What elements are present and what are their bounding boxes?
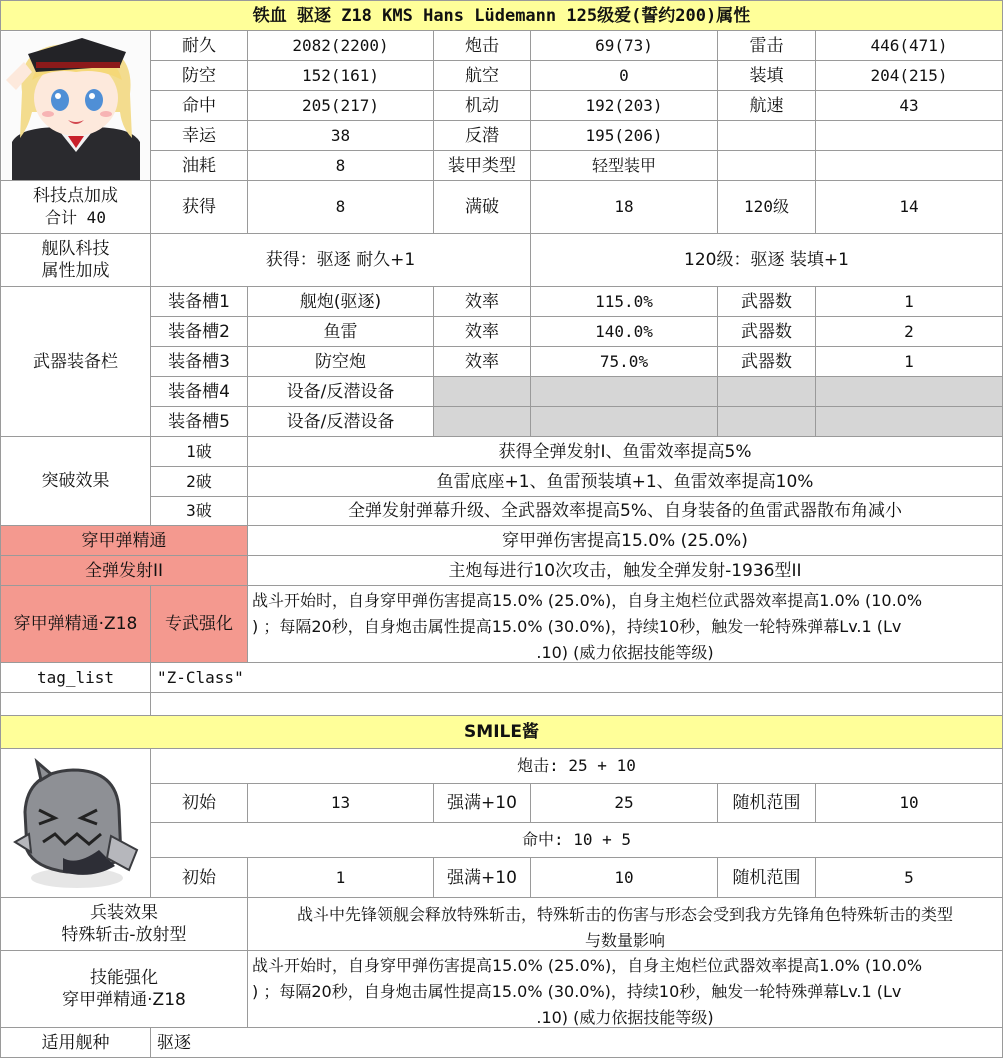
stat-value-r4c2: 38: [248, 121, 434, 151]
stat-label-r2c5: 装填: [718, 61, 816, 91]
stat-label-r5c5: [718, 151, 816, 181]
smile-skill-line-3: .10) (威力依据技能等级): [536, 1008, 714, 1027]
smile-accuracy-header: 命中: 10 + 5: [151, 823, 1003, 858]
unique-skill-tag: 专武强化: [151, 586, 248, 663]
weapon-efficiency-label: [434, 407, 531, 437]
weapon-efficiency-value: 115.0%: [531, 287, 718, 317]
ship-title-text: 铁血 驱逐 Z18 KMS Hans Lüdemann 125级爱(誓约200)属性: [252, 5, 751, 26]
stat-label-r3c3: 机动: [434, 91, 531, 121]
breakthrough-level: 2破: [151, 467, 248, 497]
stat-label-r1c3: 炮击: [434, 31, 531, 61]
breakthrough-label: 突破效果: [0, 437, 151, 526]
smile-effect-line-2: 与数量影响: [584, 931, 665, 950]
breakthrough-level: 1破: [151, 437, 248, 467]
stat-value-r3c4: 192(203): [531, 91, 718, 121]
ship-type-label: 适用舰种: [0, 1028, 151, 1058]
tag-list-value: "Z-Class": [151, 663, 1003, 693]
smile-accuracy-max-label: 强满+10: [434, 858, 531, 898]
weapon-count-label: 武器数: [718, 287, 816, 317]
weapon-efficiency-value: 140.0%: [531, 317, 718, 347]
unique-skill-line-2: ) ；每隔20秒，自身炮击属性提高15.0% (30.0%)，持续10秒，触发一轮特殊弹幕Lv.1 (Lv: [252, 617, 902, 636]
stat-label-r1c1: 耐久: [151, 31, 248, 61]
smile-accuracy-init: 1: [248, 858, 434, 898]
smile-skill-label-line1: 技能强化: [90, 968, 158, 988]
weapon-slot-label: 装备槽4: [151, 377, 248, 407]
spacer-cell: [151, 693, 1003, 716]
weapon-count-label: 武器数: [718, 347, 816, 377]
tech-max-value: 18: [531, 181, 718, 234]
weapons-label: 武器装备栏: [0, 287, 151, 437]
smile-effect-text: [248, 898, 1003, 951]
tag-list-label: tag_list: [0, 663, 151, 693]
weapon-efficiency-value: [531, 407, 718, 437]
smile-firepower-max: 25: [531, 784, 718, 823]
weapon-slot-label: 装备槽5: [151, 407, 248, 437]
smile-firepower-init: 13: [248, 784, 434, 823]
weapon-count-label: 武器数: [718, 317, 816, 347]
breakthrough-text: 鱼雷底座+1、鱼雷预装填+1、鱼雷效率提高10%: [248, 467, 1003, 497]
unique-skill-line-3: .10) (威力依据技能等级): [536, 643, 714, 662]
weapon-slot-type: 舰炮(驱逐): [248, 287, 434, 317]
weapon-slot-type: 防空炮: [248, 347, 434, 377]
smile-accuracy-range-label: 随机范围: [718, 858, 816, 898]
smile-skill-line-1: 战斗开始时，自身穿甲弹伤害提高15.0% (25.0%)，自身主炮栏位武器效率提高1.0% (10.0%: [252, 956, 923, 975]
smile-skill-label: [0, 951, 248, 1028]
smile-portrait-image: [3, 750, 149, 896]
stat-value-r2c4: 0: [531, 61, 718, 91]
stat-label-r5c3: 装甲类型: [434, 151, 531, 181]
skill-1-name: 穿甲弹精通: [0, 526, 248, 556]
weapon-count-value: [816, 407, 1003, 437]
skill-2-name: 全弹发射II: [0, 556, 248, 586]
smile-skill-label-line2: 穿甲弹精通·Z18: [62, 990, 186, 1010]
smile-effect-line-1: 战斗中先锋领舰会释放特殊斩击，特殊斩击的伤害与形态会受到我方先锋角色特殊斩击的类型: [296, 905, 953, 924]
weapon-count-value: 1: [816, 287, 1003, 317]
weapon-count-value: [816, 377, 1003, 407]
stat-label-r4c3: 反潜: [434, 121, 531, 151]
stat-label-r2c3: 航空: [434, 61, 531, 91]
stat-label-r2c1: 防空: [151, 61, 248, 91]
breakthrough-text: 获得全弹发射I、鱼雷效率提高5%: [248, 437, 1003, 467]
weapon-slot-type: 设备/反潜设备: [248, 377, 434, 407]
weapon-count-label: [718, 407, 816, 437]
stat-label-r4c1: 幸运: [151, 121, 248, 151]
smile-effect-label-line2: 特殊斩击-放射型: [61, 925, 187, 945]
skill-1-text: 穿甲弹伤害提高15.0% (25.0%): [248, 526, 1003, 556]
ship-type-value: 驱逐: [151, 1028, 1003, 1058]
smile-firepower-max-label: 强满+10: [434, 784, 531, 823]
unique-skill-text: [248, 586, 1003, 663]
ship-title: [0, 0, 1003, 31]
stat-label-r3c1: 命中: [151, 91, 248, 121]
tech-lv120-label: 120级: [718, 181, 816, 234]
skill-2-text: 主炮每进行10次攻击，触发全弹发射-1936型II: [248, 556, 1003, 586]
smile-firepower-range-label: 随机范围: [718, 784, 816, 823]
tech-lv120-value: 14: [816, 181, 1003, 234]
stat-value-r2c6: 204(215): [816, 61, 1003, 91]
stat-value-r5c2: 8: [248, 151, 434, 181]
stat-value-r3c6: 43: [816, 91, 1003, 121]
weapon-slot-label: 装备槽1: [151, 287, 248, 317]
smile-effect-label-line1: 兵装效果: [90, 903, 158, 923]
fleet-tech-obtain: 获得：驱逐 耐久+1: [151, 234, 531, 287]
stat-value-r3c2: 205(217): [248, 91, 434, 121]
stat-value-r1c6: 446(471): [816, 31, 1003, 61]
breakthrough-text: 全弹发射弹幕升级、全武器效率提高5%、自身装备的鱼雷武器散布角减小: [248, 497, 1003, 526]
tech-max-label: 满破: [434, 181, 531, 234]
weapon-efficiency-label: 效率: [434, 317, 531, 347]
smile-skill-text: [248, 951, 1003, 1028]
weapon-efficiency-value: 75.0%: [531, 347, 718, 377]
stat-label-r5c1: 油耗: [151, 151, 248, 181]
smile-accuracy-range: 5: [816, 858, 1003, 898]
spacer-cell: [0, 693, 151, 716]
fleet-tech-label-line2: 属性加成: [41, 261, 110, 281]
fleet-tech-lv120: 120级：驱逐 装填+1: [531, 234, 1003, 287]
breakthrough-level: 3破: [151, 497, 248, 526]
stat-value-r4c6: [816, 121, 1003, 151]
smile-firepower-init-label: 初始: [151, 784, 248, 823]
weapon-efficiency-label: 效率: [434, 287, 531, 317]
weapon-efficiency-label: 效率: [434, 347, 531, 377]
fleet-tech-label-line1: 舰队科技: [41, 239, 110, 259]
tech-obtain-value: 8: [248, 181, 434, 234]
stat-value-r4c4: 195(206): [531, 121, 718, 151]
smile-title: SMILE酱: [0, 716, 1003, 749]
tech-points-label: [0, 181, 151, 234]
smile-accuracy-init-label: 初始: [151, 858, 248, 898]
stat-label-r4c5: [718, 121, 816, 151]
weapon-slot-type: 设备/反潜设备: [248, 407, 434, 437]
weapon-efficiency-label: [434, 377, 531, 407]
smile-skill-line-2: ) ；每隔20秒，自身炮击属性提高15.0% (30.0%)，持续10秒，触发一轮特殊弹幕Lv.1 (Lv: [252, 982, 902, 1001]
weapon-count-value: 2: [816, 317, 1003, 347]
fleet-tech-label: [0, 234, 151, 287]
smile-portrait: [0, 749, 151, 898]
stat-label-r3c5: 航速: [718, 91, 816, 121]
stat-label-r1c5: 雷击: [718, 31, 816, 61]
weapon-efficiency-value: [531, 377, 718, 407]
weapon-slot-label: 装备槽3: [151, 347, 248, 377]
weapon-slot-label: 装备槽2: [151, 317, 248, 347]
unique-skill-line-1: 战斗开始时，自身穿甲弹伤害提高15.0% (25.0%)，自身主炮栏位武器效率提高1.0% (10.0%: [252, 591, 923, 610]
ship-portrait-image: [2, 32, 150, 180]
tech-points-label-line2: 合计 40: [45, 208, 106, 227]
smile-effect-label: [0, 898, 248, 951]
stat-value-r1c4: 69(73): [531, 31, 718, 61]
weapon-slot-type: 鱼雷: [248, 317, 434, 347]
unique-skill-name: 穿甲弹精通·Z18: [0, 586, 151, 663]
weapon-count-label: [718, 377, 816, 407]
tech-points-label-line1: 科技点加成: [33, 186, 118, 206]
stat-value-r1c2: 2082(2200): [248, 31, 434, 61]
tech-obtain-label: 获得: [151, 181, 248, 234]
ship-portrait: [0, 31, 151, 181]
stat-value-r2c2: 152(161): [248, 61, 434, 91]
smile-firepower-header: 炮击: 25 + 10: [151, 749, 1003, 784]
stat-value-r5c6: [816, 151, 1003, 181]
stat-value-r5c4: 轻型装甲: [531, 151, 718, 181]
smile-accuracy-max: 10: [531, 858, 718, 898]
smile-firepower-range: 10: [816, 784, 1003, 823]
weapon-count-value: 1: [816, 347, 1003, 377]
